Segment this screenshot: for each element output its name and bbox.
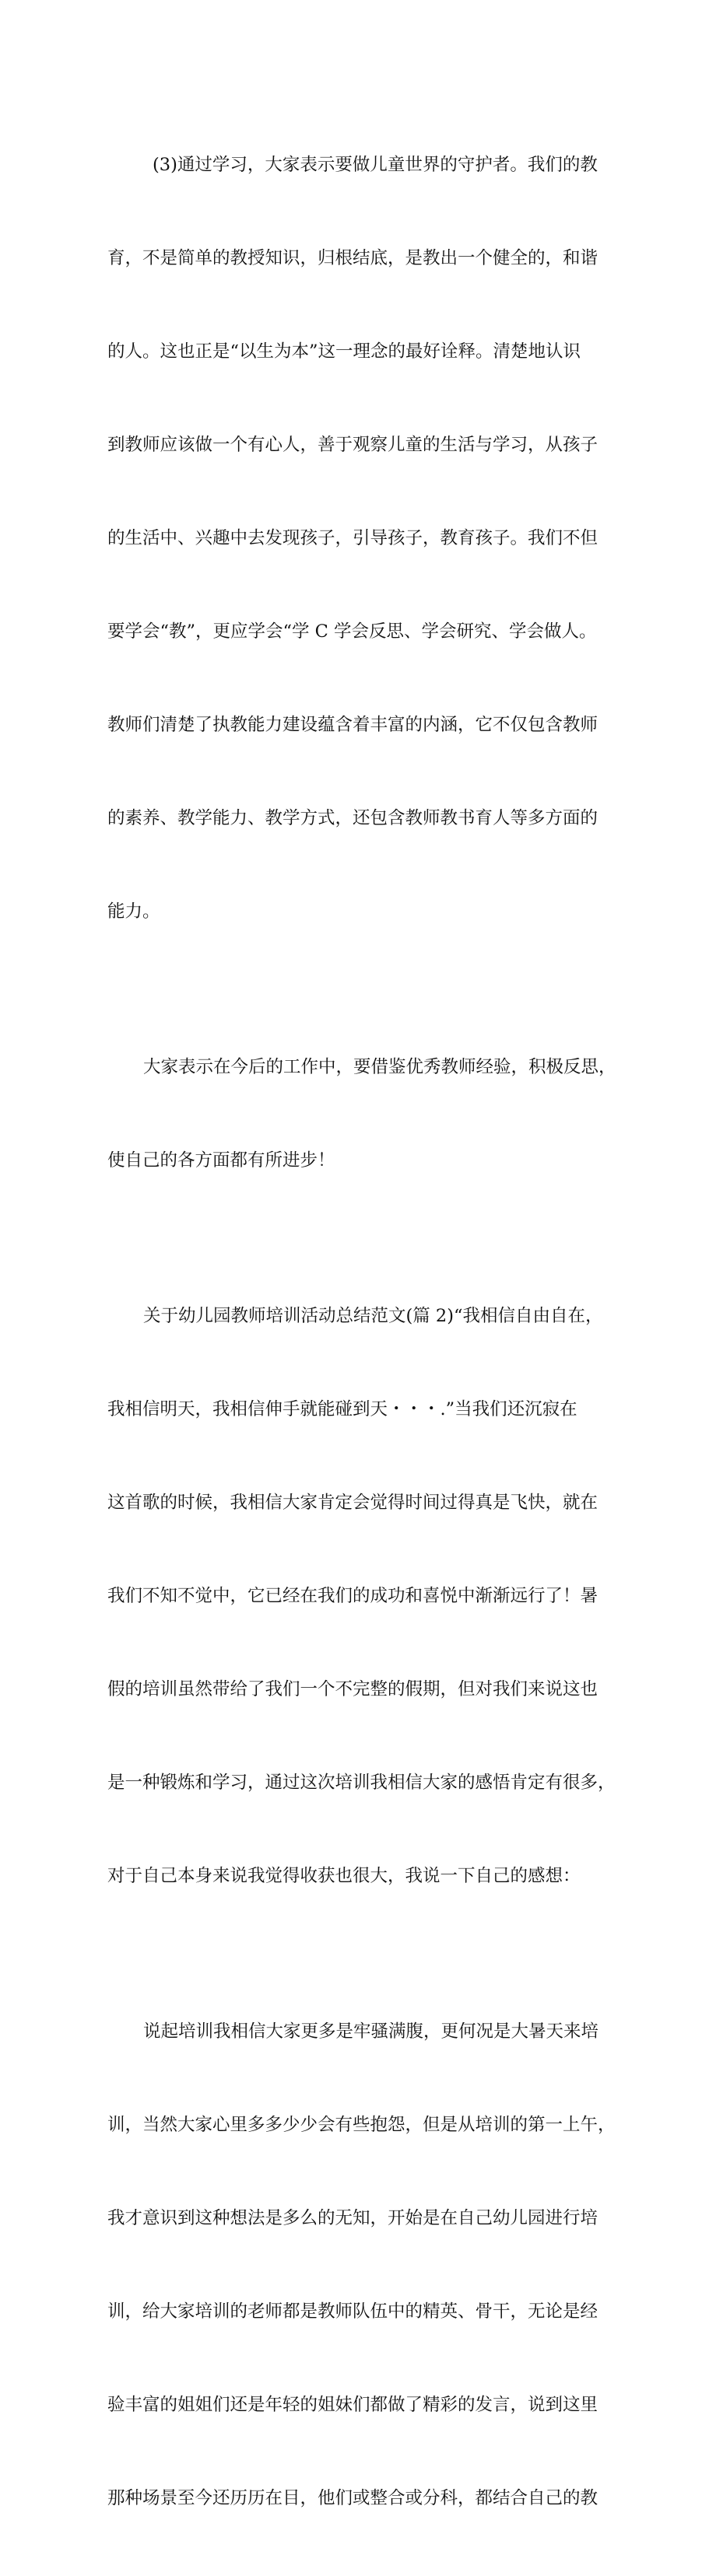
text-line: 说起培训我相信大家更多是牢骚满腹，更何况是大暑天来培 bbox=[143, 2021, 599, 2042]
text-line: 这首歌的时候，我相信大家肯定会觉得时间过得真是飞快，就在 bbox=[107, 1493, 598, 1513]
text-line: 我们不知不觉中，它已经在我们的成功和喜悦中渐渐远行了！暑 bbox=[107, 1586, 598, 1606]
text-line: 教师们清楚了执教能力建设蕴含着丰富的内涵，它不仅包含教师 bbox=[107, 715, 598, 735]
text-line: 的人。这也正是“以生为本”这一理念的最好诠释。清楚地认识 bbox=[107, 341, 581, 362]
text-line: 到教师应该做一个有心人，善于观察儿童的生活与学习，从孩子 bbox=[107, 435, 598, 455]
text-line: 的生活中、兴趣中去发现孩子，引导孩子，教育孩子。我们不但 bbox=[107, 528, 598, 548]
text-line: 的素养、教学能力、教学方式，还包含教师教书育人等多方面的 bbox=[107, 808, 598, 828]
text-line: 对于自己本身来说我觉得收获也很大，我说一下自己的感想： bbox=[107, 1866, 581, 1886]
text-line: 要学会“教”，更应学会“学 C 学会反思、学会研究、学会做人。 bbox=[107, 621, 597, 642]
paragraph-3 bbox=[107, 1238, 616, 1954]
text-line: 训，当然大家心里多多少少会有些抱怨，但是从培训的第一上午， bbox=[107, 2115, 616, 2135]
text-line: 能力。 bbox=[107, 901, 160, 922]
paragraph-2 bbox=[107, 989, 616, 1238]
text-line: 假的培训虽然带给了我们一个不完整的假期，但对我们来说这也 bbox=[107, 1679, 598, 1699]
text-line: 训，给大家培训的老师都是教师队伍中的精英、骨干，无论是经 bbox=[107, 2301, 598, 2322]
text-line: 那种场景至今还历历在目，他们或整合或分科，都结合自己的教 bbox=[107, 2488, 598, 2508]
text-line: 是一种锻炼和学习，通过这次培训我相信大家的感悟肯定有很多， bbox=[107, 1773, 616, 1793]
text-line: 育，不是简单的教授知识，归根结底，是教出一个健全的，和谐 bbox=[107, 248, 598, 268]
text-line: 我才意识到这种想法是多么的无知，开始是在自己幼儿园进行培 bbox=[107, 2208, 598, 2228]
text-line: 大家表示在今后的工作中，要借鉴优秀教师经验，积极反思， bbox=[143, 1057, 616, 1077]
text-line: (3)通过学习，大家表示要做儿童世界的守护者。我们的教 bbox=[153, 155, 598, 175]
text-line: 验丰富的姐姐们还是年轻的姐妹们都做了精彩的发言，说到这里 bbox=[107, 2395, 598, 2415]
paragraph-4 bbox=[107, 1954, 616, 2576]
document-body bbox=[107, 87, 616, 2576]
text-line: 我相信明天，我相信伸手就能碰到天・・・.”当我们还沉寂在 bbox=[107, 1399, 577, 1419]
text-line: 关于幼儿园教师培训活动总结范文(篇 2)“我相信自由自在， bbox=[143, 1306, 603, 1326]
paragraph-1 bbox=[107, 87, 613, 989]
text-line: 使自己的各方面都有所进步！ bbox=[107, 1150, 335, 1171]
